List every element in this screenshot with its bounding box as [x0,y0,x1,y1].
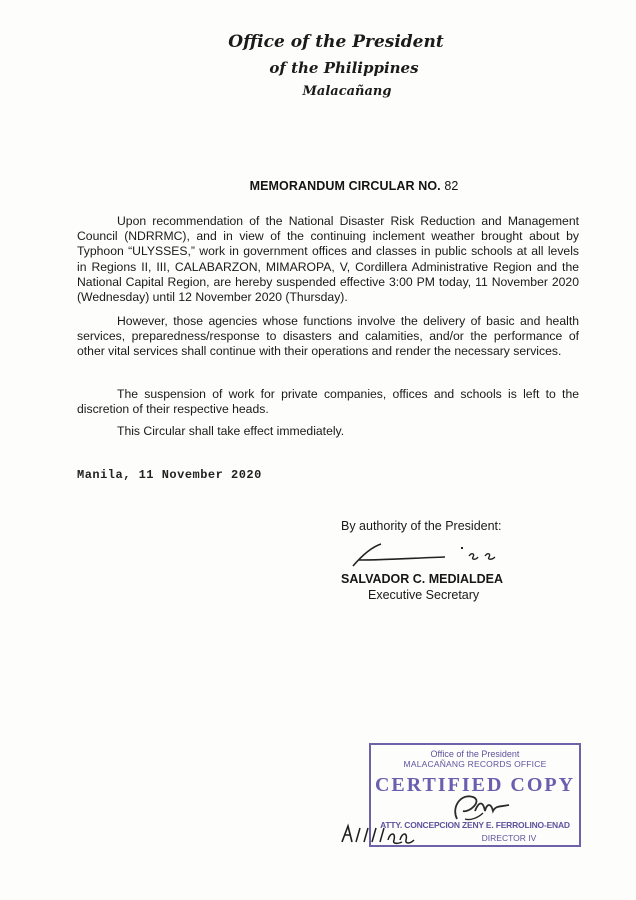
paragraph-3 [77,387,579,417]
memo-title [36,179,636,193]
stamp-attorney-name: ATTY. CONCEPCION ZENY E. FERROLINO-ENAD [380,820,570,830]
paragraph-text: This Circular shall take effect immediately. [117,424,345,438]
handwritten-date-image [338,822,418,846]
letterhead-place: Malacañang [302,84,392,99]
paragraph-text: The suspension of work for private companies, offices and schools is left to the discretion of their respective heads. [77,387,579,417]
stamp-office: Office of the President [430,749,520,759]
stamp-certified-copy: CERTIFIED COPY [374,774,576,796]
stamp-position: DIRECTOR IV [481,833,537,843]
letterhead-country: of the Philippines [269,59,419,77]
memo-title-label: MEMORANDUM CIRCULAR NO. [249,179,441,193]
letterhead [0,34,636,98]
memo-number: 82 [444,179,459,193]
letterhead-office: Office of the President [228,32,444,52]
dateline: Manila, 11 November 2020 [77,468,262,482]
paragraph-1 [77,214,579,305]
signer-name: SALVADOR C. MEDIALDEA [341,572,504,586]
signer-title: Executive Secretary [368,588,480,602]
paragraph-text: However, those agencies whose functions involve the delivery of basic and health services, preparedness/response to disasters and calamities, and/or the performance of other vital services shall continue with their operations and render the necessary services. [77,314,579,359]
paragraph-2 [77,314,579,360]
stamp-records-office: MALACAÑANG RECORDS OFFICE [403,759,547,769]
paragraph-text: Upon recommendation of the National Disaster Risk Reduction and Management Council (NDRRMC), and in view of the continuing inclement weather brought about by Typhoon “ULYSSES,” work in government offices and classes in public schools at all levels in Regions II, III, CALABARZON, MIMAROPA, V, Cordillera Administrative Region and the National Capital Region, are hereby suspended effective 3:00 PM today, 11 November 2020 (Wednesday) until 12 November 2020 (Thursday). [77,214,579,305]
paragraph-4 [77,424,579,439]
signature-image [345,540,525,576]
authority-line: By authority of the President: [341,519,502,533]
